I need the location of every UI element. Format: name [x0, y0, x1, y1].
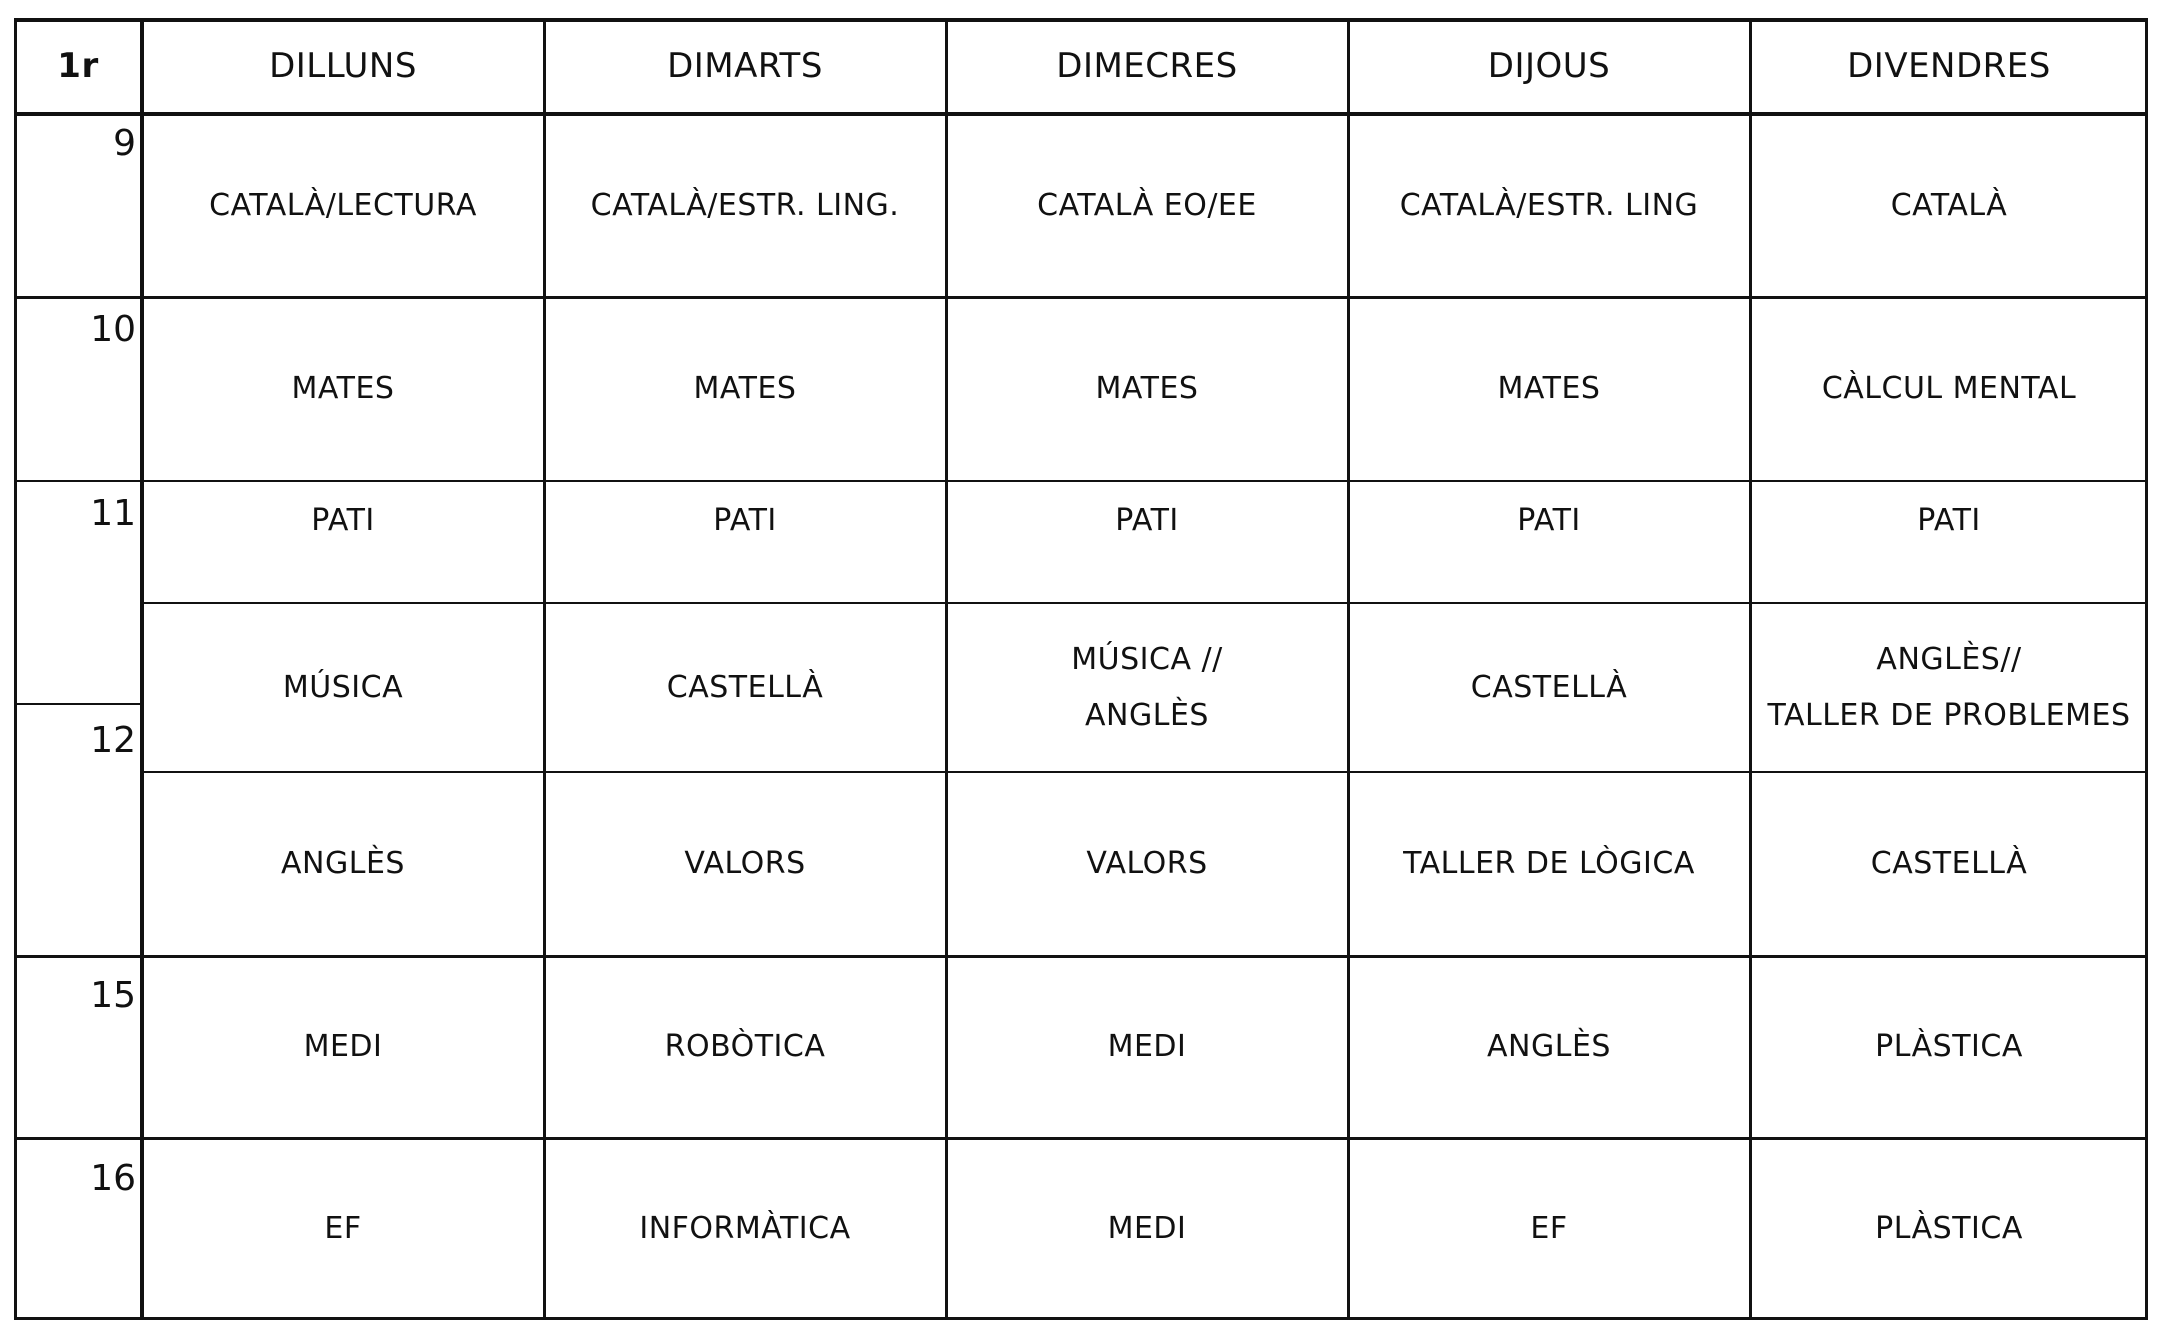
subject	[1875, 1019, 2023, 1075]
cell-thursday	[1348, 297, 1750, 481]
cell-monday	[142, 481, 544, 603]
grid-line	[543, 18, 546, 1320]
cell-wednesday	[946, 297, 1348, 481]
subject-line: PATI	[311, 503, 375, 538]
cell-thursday	[1348, 114, 1750, 297]
cell-tuesday	[544, 1138, 946, 1320]
subject	[1471, 660, 1627, 716]
subject	[283, 660, 403, 716]
cell-wednesday	[946, 956, 1348, 1138]
subject	[209, 178, 477, 234]
subject-line: EF	[1530, 1211, 1568, 1246]
subject-line: EF	[324, 1211, 362, 1246]
day-header-friday: DIVENDRES	[1847, 46, 2051, 86]
subject-line: PATI	[1517, 503, 1581, 538]
grid-line	[142, 771, 2148, 773]
grid-line	[14, 296, 2148, 299]
subject	[1822, 361, 2076, 417]
subject-line: MEDI	[303, 1029, 383, 1064]
cell-monday	[142, 114, 544, 297]
subject-line: CATALÀ/ESTR. LING.	[590, 187, 900, 223]
timetable	[14, 18, 2148, 1320]
subject-line: MÚSICA //	[1071, 641, 1223, 677]
subject-line: ANGLÈS	[1487, 1029, 1611, 1064]
subject	[591, 178, 900, 234]
grid-line	[14, 1317, 2148, 1320]
subject-line: PLÀSTICA	[1875, 1211, 2023, 1246]
subject-line: CASTELLÀ	[1870, 846, 2028, 881]
subject-line: INFORMÀTICA	[639, 1211, 851, 1246]
subject	[1498, 361, 1601, 417]
subject	[1487, 1019, 1611, 1075]
cell-friday	[1750, 603, 2148, 772]
subject	[1096, 361, 1199, 417]
subject	[1767, 632, 2130, 744]
grid-line	[14, 1137, 2148, 1140]
subject	[292, 361, 395, 417]
subject	[1530, 1201, 1567, 1257]
subject-line: MATES	[1497, 371, 1601, 406]
cell-friday	[1750, 297, 2148, 481]
subject	[639, 1201, 850, 1257]
subject-line: MATES	[291, 371, 395, 406]
cell-thursday	[1348, 956, 1750, 1138]
day-header-tuesday: DIMARTS	[667, 46, 823, 86]
cell-friday	[1750, 956, 2148, 1138]
subject	[667, 660, 823, 716]
subject	[694, 361, 797, 417]
subject	[1917, 493, 1981, 549]
subject-line: TALLER DE PROBLEMES	[1767, 697, 2131, 733]
subject	[324, 1201, 361, 1257]
grid-line	[140, 18, 144, 1320]
grid-line	[14, 18, 2148, 22]
subject	[1871, 836, 2027, 892]
cell-monday	[142, 772, 544, 956]
grid-line	[142, 602, 2148, 604]
day-header-thursday: DIJOUS	[1487, 46, 1611, 86]
cell-tuesday	[544, 956, 946, 1138]
subject-line: PATI	[1917, 503, 1981, 538]
subject-line: MEDI	[1107, 1211, 1187, 1246]
subject	[1517, 493, 1581, 549]
grid-line	[14, 703, 142, 705]
subject-line: CASTELLÀ	[666, 669, 824, 705]
cell-tuesday	[544, 297, 946, 481]
day-header-wednesday: DIMECRES	[1056, 46, 1238, 86]
cell-thursday	[1348, 772, 1750, 956]
subject-line: CASTELLÀ	[1470, 669, 1628, 705]
grid-line	[945, 18, 948, 1320]
hour-label: 16	[90, 1158, 136, 1199]
hour-label: 10	[90, 309, 136, 350]
cell-wednesday	[946, 481, 1348, 603]
subject	[304, 1019, 383, 1075]
subject	[1037, 178, 1257, 234]
subject-line: CÀLCUL MENTAL	[1821, 371, 2077, 406]
cell-wednesday	[946, 1138, 1348, 1320]
hour-label: 15	[90, 975, 136, 1016]
grid-line	[2145, 18, 2148, 1320]
subject	[1891, 178, 2008, 234]
subject-line: CATALÀ/LECTURA	[209, 187, 477, 223]
subject	[684, 836, 805, 892]
grid-line	[1749, 18, 1752, 1320]
class-label: 1r	[57, 46, 99, 86]
cell-friday	[1750, 481, 2148, 603]
hour-label: 11	[90, 493, 136, 534]
cell-tuesday	[544, 603, 946, 772]
subject-line: CATALÀ/ESTR. LING	[1399, 187, 1699, 223]
subject-line: ANGLÈS	[281, 846, 405, 881]
cell-monday	[142, 1138, 544, 1320]
subject	[1071, 632, 1222, 744]
cell-tuesday	[544, 114, 946, 297]
grid-line	[14, 112, 2148, 116]
subject-line: MEDI	[1107, 1029, 1187, 1064]
subject	[1086, 836, 1207, 892]
subject-line: PATI	[713, 503, 777, 538]
subject-line: PATI	[1115, 503, 1179, 538]
subject-line: CATALÀ EO/EE	[1037, 187, 1257, 223]
grid-line	[14, 955, 2148, 958]
cell-thursday	[1348, 603, 1750, 772]
subject-line: CATALÀ	[1890, 187, 2008, 223]
cell-thursday	[1348, 1138, 1750, 1320]
subject	[1108, 1019, 1187, 1075]
subject	[713, 493, 777, 549]
subject	[1108, 1201, 1187, 1257]
subject-line: ROBÒTICA	[664, 1029, 826, 1064]
subject-line: ANGLÈS	[1085, 697, 1209, 733]
cell-thursday	[1348, 481, 1750, 603]
grid-line	[1347, 18, 1350, 1320]
subject-line: TALLER DE LÒGICA	[1403, 846, 1695, 881]
cell-wednesday	[946, 603, 1348, 772]
subject	[665, 1019, 826, 1075]
cell-friday	[1750, 1138, 2148, 1320]
subject	[281, 836, 405, 892]
subject	[311, 493, 375, 549]
day-header-monday: DILLUNS	[269, 46, 417, 86]
cell-tuesday	[544, 481, 946, 603]
subject	[1403, 836, 1695, 892]
hour-label: 12	[90, 720, 136, 761]
subject-line: MATES	[693, 371, 797, 406]
cell-monday	[142, 603, 544, 772]
cell-tuesday	[544, 772, 946, 956]
cell-monday	[142, 956, 544, 1138]
grid-line	[14, 480, 2148, 482]
subject-line: ANGLÈS//	[1876, 641, 2022, 677]
cell-wednesday	[946, 772, 1348, 956]
subject-line: MÚSICA	[282, 669, 404, 705]
grid-line	[14, 18, 17, 1320]
subject-line: MATES	[1095, 371, 1199, 406]
cell-wednesday	[946, 114, 1348, 297]
subject-line: VALORS	[684, 846, 806, 881]
cell-friday	[1750, 772, 2148, 956]
subject-line: PLÀSTICA	[1875, 1029, 2023, 1064]
subject	[1875, 1201, 2023, 1257]
subject	[1115, 493, 1179, 549]
cell-monday	[142, 297, 544, 481]
hour-label: 9	[113, 123, 136, 164]
subject	[1400, 178, 1699, 234]
subject-line: VALORS	[1086, 846, 1208, 881]
cell-friday	[1750, 114, 2148, 297]
